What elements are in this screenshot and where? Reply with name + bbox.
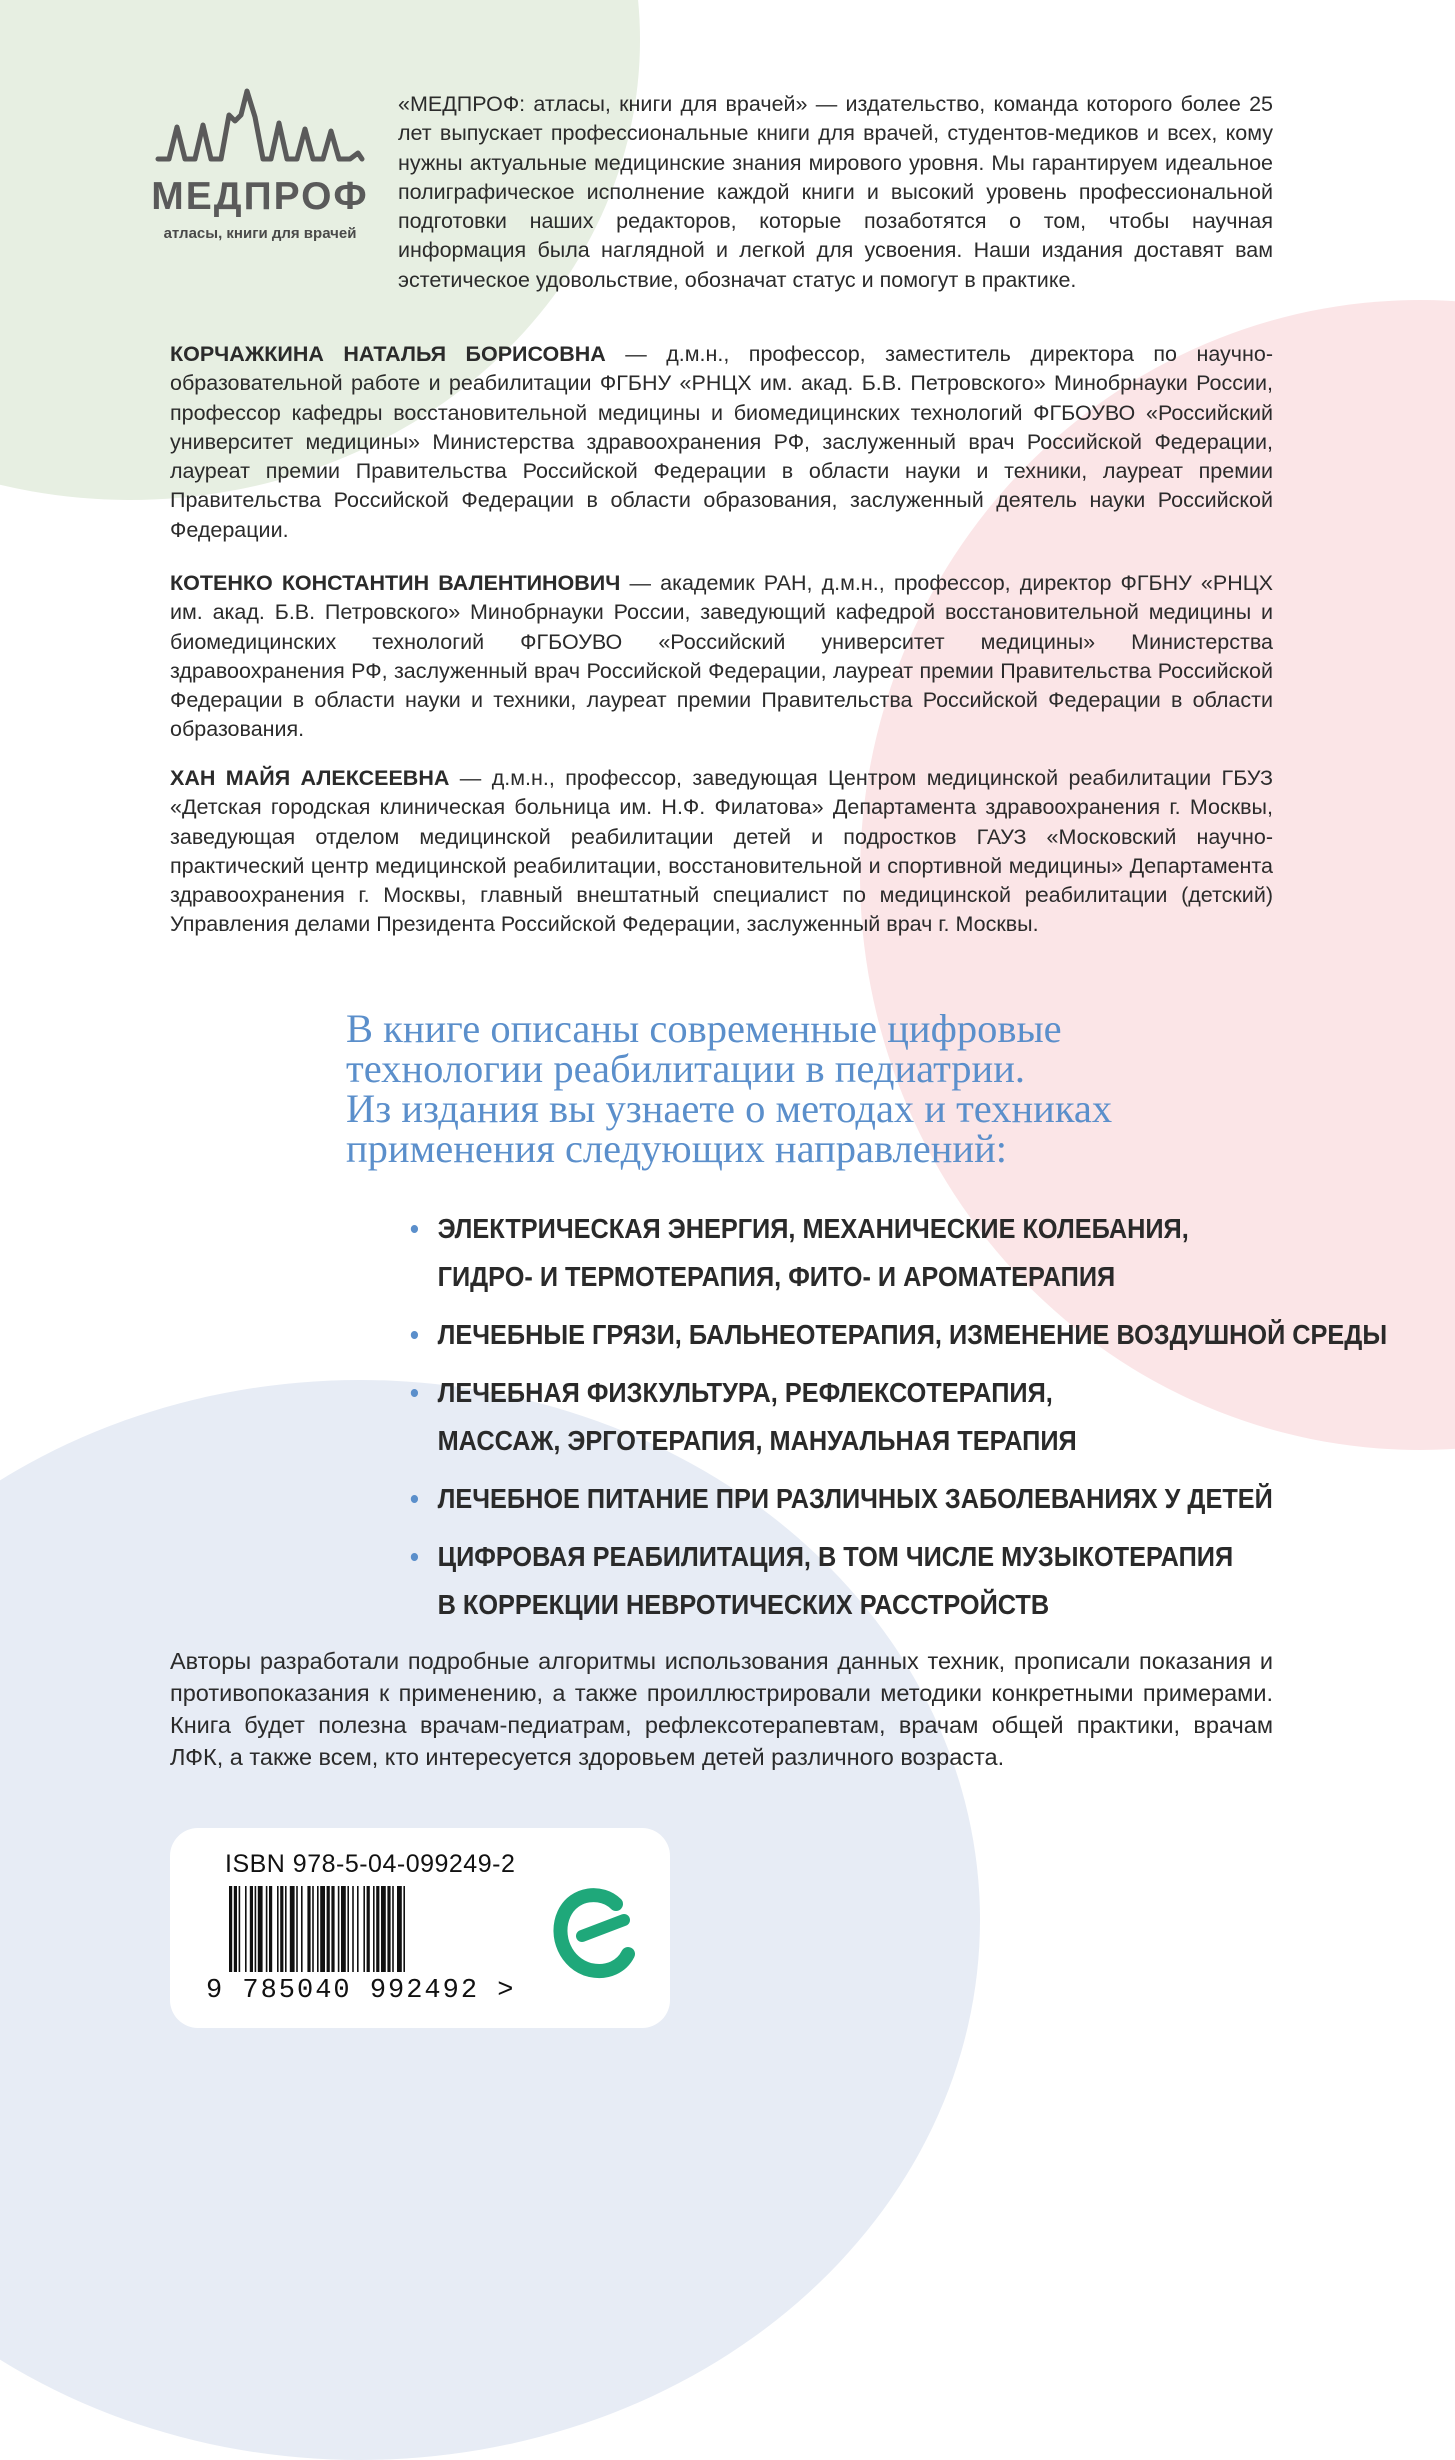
bullet-icon: • [410,1319,419,1350]
isbn-label: ISBN 978-5-04-099249-2 [225,1850,516,1878]
author-name: КОТЕНКО КОНСТАНТИН ВАЛЕНТИНОВИЧ [170,571,621,595]
barcode-icon [225,1886,525,1972]
topic-line: МАССАЖ, ЭРГОТЕРАПИЯ, МАНУАЛЬНАЯ ТЕРАПИЯ [437,1425,1077,1456]
author-bio [170,569,1273,745]
publisher-logo [150,85,370,242]
author-bio [170,340,1273,545]
barcode-digits: 9 785040 992492 > [206,1976,516,2006]
topic-item [410,1311,1388,1359]
book-conclusion: Авторы разработали подробные алгоритмы использования данных техник, прописали показания и противопоказания к применению, а также проиллюстрировали методики конкретными примерами. Книга будет полезна врачам-педиатрам, рефлексотерапевтам, врачам общей практики, врачам ЛФК, а также всем, кто интересуется здоровьем детей различного возраста. [170,1648,1273,1770]
bullet-icon: • [410,1483,419,1514]
topic-item [410,1533,1238,1629]
bullet-icon: • [410,1213,419,1244]
isbn-box [170,1828,670,2028]
eksmo-logo-icon [552,1884,638,1980]
publisher-intro: «МЕДПРОФ: атласы, книги для врачей» — издательство, команда которого более 25 лет выпускает профессиональные книги для врачей, студентов-медиков и всех, кому нужны актуальные медицинские знания мирового уровня. Мы гарантируем идеальное полиграфическое исполнение каждой книги и высокий уровень профессиональной подготовки наших редакторов, которые позаботятся о том, чтобы научная информация была наглядной и легкой для усвоения. Наши издания доставят вам эстетическое удовольствие, обозначат статус и помогут в практике. [398,92,1273,292]
bullet-icon: • [410,1541,419,1572]
bullet-icon: • [410,1377,419,1408]
highlight-line: технологии реабилитации в педиатрии. [346,1046,1025,1091]
highlight-line: В книге описаны современные цифровые [346,1006,1062,1051]
topic-line: ЛЕЧЕБНАЯ ФИЗКУЛЬТУРА, РЕФЛЕКСОТЕРАПИЯ, [437,1377,1053,1408]
topic-item [410,1369,1238,1465]
topic-item [410,1475,1273,1523]
topic-line: ЛЕЧЕБНОЕ ПИТАНИЕ ПРИ РАЗЛИЧНЫХ ЗАБОЛЕВАНИЯХ У ДЕТЕЙ [437,1483,1273,1514]
topic-line: ЭЛЕКТРИЧЕСКАЯ ЭНЕРГИЯ, МЕХАНИЧЕСКИЕ КОЛЕБАНИЯ, [437,1213,1189,1244]
book-summary-highlight [346,1006,1326,1171]
author-description: — д.м.н., профессор, заместитель директора по научно-образовательной работе и реабилитации ФГБНУ «РНЦХ им. акад. Б.В. Петровского» Минобрнауки России, профессор кафедры восстановительной медицины и биомедицинских технологий ФГБОУВО «Российский университет медицины» Министерства здравоохранения РФ, заслуженный врач Российской Федерации, лауреат премии Правительства Российской Федерации в области науки и техники, лауреат премии Правительства Российской Федерации в области образования, заслуженный деятель науки Российской Федерации. [170,342,1273,542]
topic-line: В КОРРЕКЦИИ НЕВРОТИЧЕСКИХ РАССТРОЙСТВ [437,1589,1050,1620]
logo-name: МЕДПРОФ [151,175,369,218]
author-name: ХАН МАЙЯ АЛЕКСЕЕВНА [170,766,450,790]
author-bio [170,764,1273,940]
topic-item [410,1205,1238,1301]
topics-list [410,1205,1388,1639]
author-name: КОРЧАЖКИНА НАТАЛЬЯ БОРИСОВНА [170,342,606,366]
city-skyline-icon [155,85,365,165]
highlight-line: Из издания вы узнаете о методах и техниках [346,1086,1113,1131]
topic-line: ЛЕЧЕБНЫЕ ГРЯЗИ, БАЛЬНЕОТЕРАПИЯ, ИЗМЕНЕНИЕ ВОЗДУШНОЙ СРЕДЫ [437,1319,1388,1350]
highlight-line: применения следующих направлений: [346,1126,1007,1171]
logo-tagline: атласы, книги для врачей [163,225,357,242]
author-description: — академик РАН, д.м.н., профессор, директор ФГБНУ «РНЦХ им. акад. Б.В. Петровского» Минобрнауки России, заведующий кафедрой восстановительной медицины и биомедицинских технологий ФГБОУВО «Российский университет медицины» Министерства здравоохранения РФ, заслуженный врач Российской Федерации, лауреат премии Правительства Российской Федерации в области науки и техники, лауреат премии Правительства Российской Федерации в области образования. [170,571,1273,742]
topic-line: ГИДРО- И ТЕРМОТЕРАПИЯ, ФИТО- И АРОМАТЕРАПИЯ [437,1261,1116,1292]
topic-line: ЦИФРОВАЯ РЕАБИЛИТАЦИЯ, В ТОМ ЧИСЛЕ МУЗЫКОТЕРАПИЯ [437,1541,1234,1572]
author-description: — д.м.н., профессор, заведующая Центром медицинской реабилитации ГБУЗ «Детская городская клиническая больница им. Н.Ф. Филатова» Департамента здравоохранения г. Москвы, заведующая отделом медицинской реабилитации детей и подростков ГАУЗ «Московский научно-практический центр медицинской реабилитации, восстановительной и спортивной медицины» Департамента здравоохранения г. Москвы, главный внештатный специалист по медицинской реабилитации (детский) Управления делами Президента Российской Федерации, заслуженный врач г. Москвы. [170,766,1273,937]
